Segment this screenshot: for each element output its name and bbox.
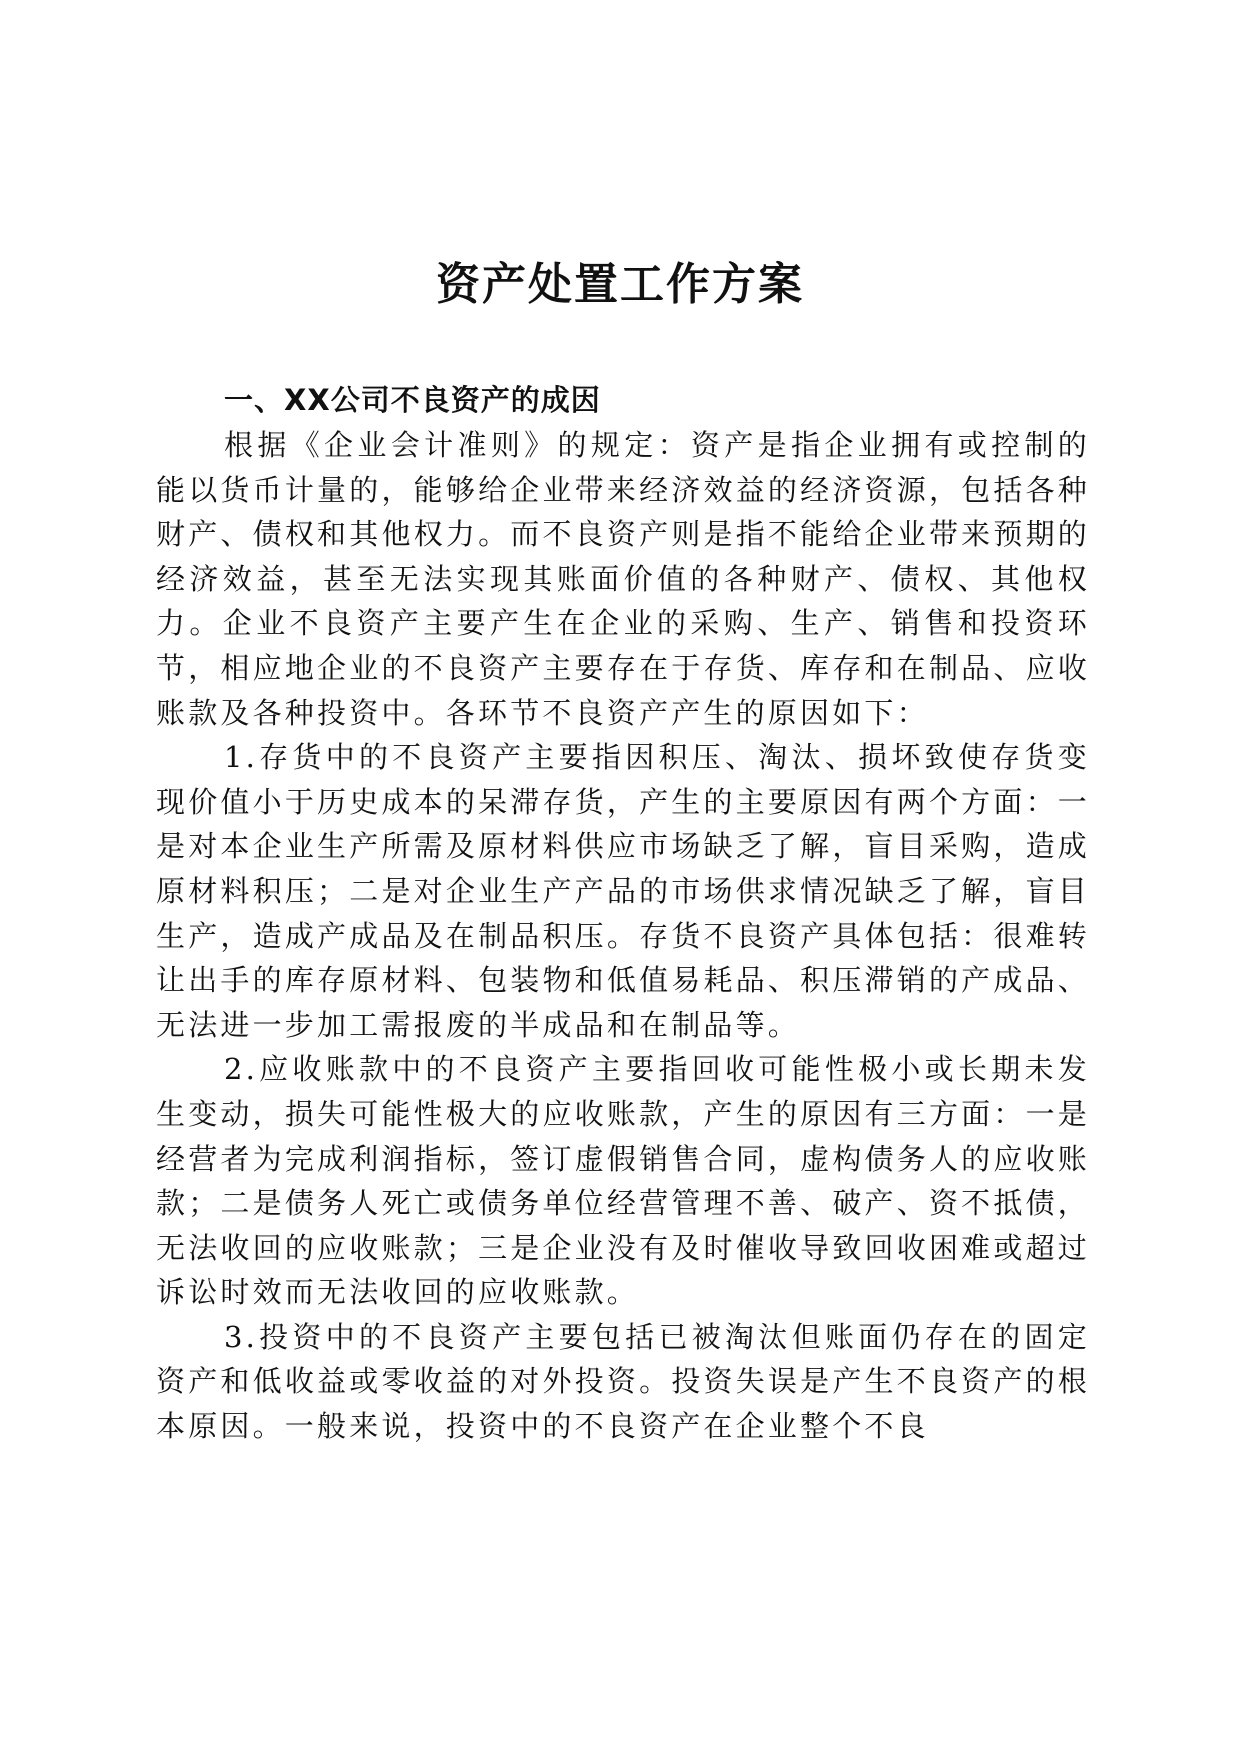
paragraph-investment: 3.投资中的不良资产主要包括已被淘汰但账面仍存在的固定资产和低收益或零收益的对外投资。投资失误是产生不良资产的根本原因。一般来说，投资中的不良资产在企业整个不良 bbox=[156, 1319, 1090, 1444]
paragraph-intro: 根据《企业会计准则》的规定：资产是指企业拥有或控制的能以货币计量的，能够给企业带来经济效益的经济资源，包括各种财产、债权和其他权力。而不良资产则是指不能给企业带来预期的经济效益，甚至无法实现其账面价值的各种财产、债权、其他权力。企业不良资产主要产生在企业的采购、生产、销售和投资环节，相应地企业的不良资产主要存在于存货、库存和在制品、应收账款及各种投资中。各环节不良资产产生的原因如下： bbox=[156, 428, 1090, 730]
section-heading: 一、XX公司不良资产的成因 bbox=[224, 383, 601, 417]
document-title: 资产处置工作方案 bbox=[436, 259, 804, 310]
paragraph-inventory: 1.存货中的不良资产主要指因积压、淘汰、损坏致使存货变现价值小于历史成本的呆滞存货，产生的主要原因有两个方面：一是对本企业生产所需及原材料供应市场缺乏了解，盲目采购，造成原材料积压；二是对企业生产产品的市场供求情况缺乏了解，盲目生产，造成产成品及在制品积压。存货不良资产具体包括：很难转让出手的库存原材料、包装物和低值易耗品、积压滞销的产成品、无法进一步加工需报废的半成品和在制品等。 bbox=[156, 740, 1090, 1042]
document-body bbox=[156, 378, 1090, 1449]
paragraph-receivables: 2.应收账款中的不良资产主要指回收可能性极小或长期未发生变动，损失可能性极大的应收账款，产生的原因有三方面：一是经营者为完成利润指标，签订虚假销售合同，虚构债务人的应收账款；二是债务人死亡或债务单位经营管理不善、破产、资不抵债，无法收回的应收账款；三是企业没有及时催收导致回收困难或超过诉讼时效而无法收回的应收账款。 bbox=[156, 1052, 1090, 1310]
